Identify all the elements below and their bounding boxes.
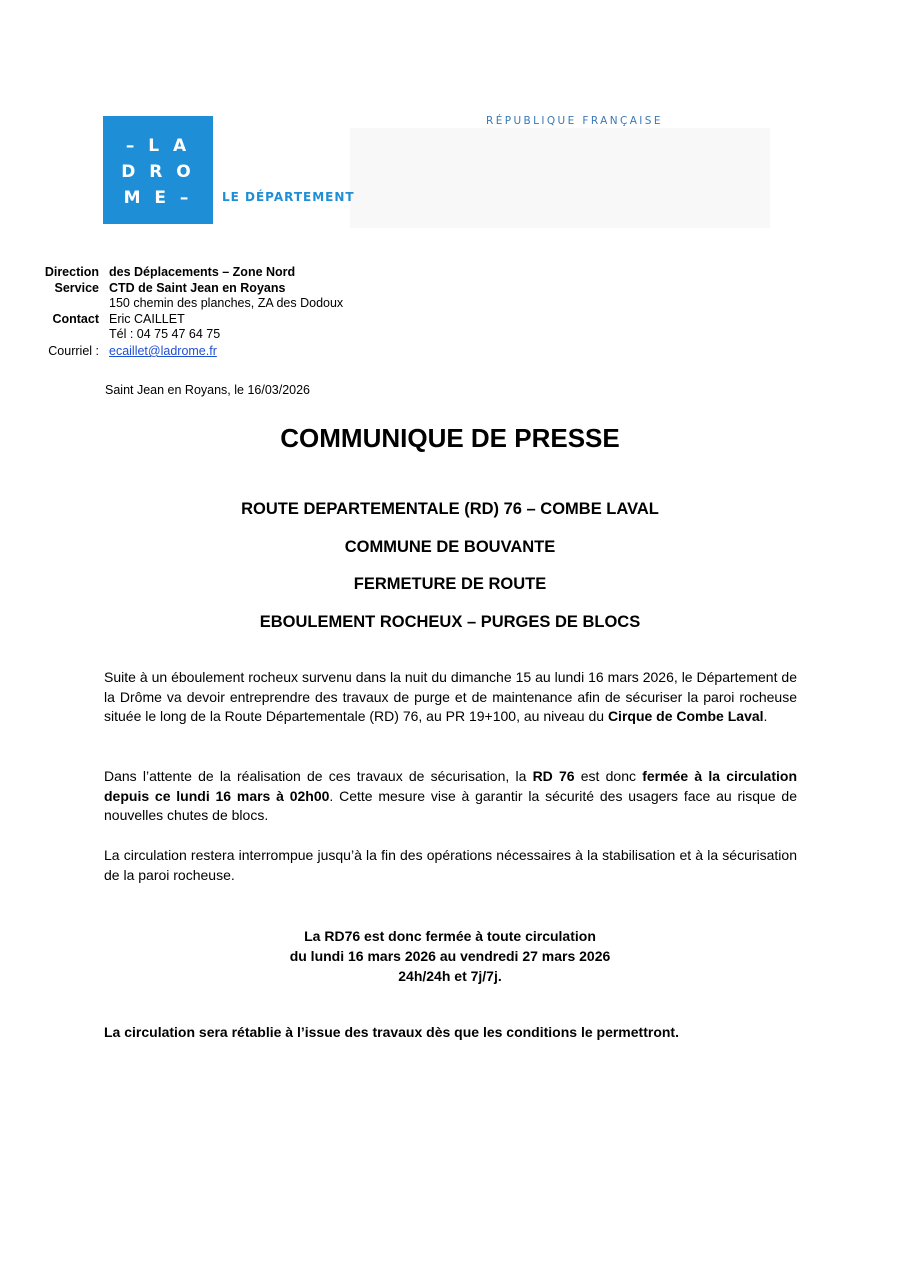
logo-row-1: – L A xyxy=(125,136,191,156)
marianne-watermark xyxy=(350,128,770,228)
notice-line-3: 24h/24h et 7j/7j. xyxy=(398,968,502,984)
final-statement: La circulation sera rétablie à l’issue des travaux dès que les conditions le permettront. xyxy=(104,1024,679,1040)
paragraph-closure-t1: Dans l’attente de la réalisation de ces travaux de sécurisation, la xyxy=(104,768,533,784)
subtitle-rockfall: EBOULEMENT ROCHEUX – PURGES DE BLOCS xyxy=(259,613,641,631)
paragraph-closure-b2: fermée à la circulation depuis ce lundi 16 mars à 02h00 xyxy=(104,768,797,804)
contact-label: Contact xyxy=(52,311,99,326)
paragraph-incident xyxy=(104,668,797,727)
contact-name: Eric CAILLET xyxy=(109,311,185,326)
subtitle-commune: COMMUNE DE BOUVANTE xyxy=(344,538,556,556)
logo-row-3: M E – xyxy=(123,188,193,208)
direction-label: Direction xyxy=(44,265,99,279)
address-value: 150 chemin des planches, ZA des Dodoux xyxy=(109,296,344,310)
paragraph-closure-t3: . Cette mesure vise à garantir la sécurité des usagers face au risque de nouvelles chutes de blocs. xyxy=(104,787,797,823)
paragraph-incident-bold: Cirque de Combe Laval xyxy=(607,708,764,724)
service-label: Service xyxy=(54,280,99,295)
page-title: COMMUNIQUE DE PRESSE xyxy=(280,423,620,453)
notice-line-1: La RD76 est donc fermée à toute circulation xyxy=(304,928,596,944)
date-line: Saint Jean en Royans, le 16/03/2026 xyxy=(105,383,311,397)
paragraph-closure-t2: est donc xyxy=(574,768,643,784)
email-link[interactable]: ecaillet@ladrome.fr xyxy=(109,344,217,358)
subtitle-road: ROUTE DEPARTEMENTALE (RD) 76 – COMBE LAVAL xyxy=(241,500,659,518)
ladrome-logo xyxy=(103,116,213,224)
republique-francaise-label: RÉPUBLIQUE FRANÇAISE xyxy=(486,115,663,127)
service-value: CTD de Saint Jean en Royans xyxy=(109,280,286,295)
closure-notice xyxy=(0,926,900,986)
department-label: LE DÉPARTEMENT xyxy=(222,190,355,204)
email-label: Courriel : xyxy=(48,344,99,358)
paragraph-closure-b1: RD 76 xyxy=(532,768,575,784)
direction-value: des Déplacements – Zone Nord xyxy=(109,265,296,279)
paragraph-incident-text: Suite à un éboulement rocheux survenu dans la nuit du dimanche 15 au lundi 16 mars 2026, le Département de la Drôme va devoir entreprendre des travaux de purge et de maintenance afin de sécuriser la paroi rocheuse située le long de la Route Départementale (RD) 76, au PR 19+100, au niveau du xyxy=(104,669,797,724)
paragraph-incident-end: . xyxy=(763,708,768,724)
paragraph-interruption: La circulation restera interrompue jusqu’à la fin des opérations nécessaires à la stabilisation et à la sécurisation de la paroi rocheuse. xyxy=(104,847,797,883)
subtitle-closure: FERMETURE DE ROUTE xyxy=(353,575,547,593)
logo-row-2: D R O xyxy=(121,162,195,182)
notice-line-2: du lundi 16 mars 2026 au vendredi 27 mars 2026 xyxy=(289,948,611,964)
phone-value: Tél : 04 75 47 64 75 xyxy=(109,327,221,341)
paragraph-closure xyxy=(104,767,797,826)
